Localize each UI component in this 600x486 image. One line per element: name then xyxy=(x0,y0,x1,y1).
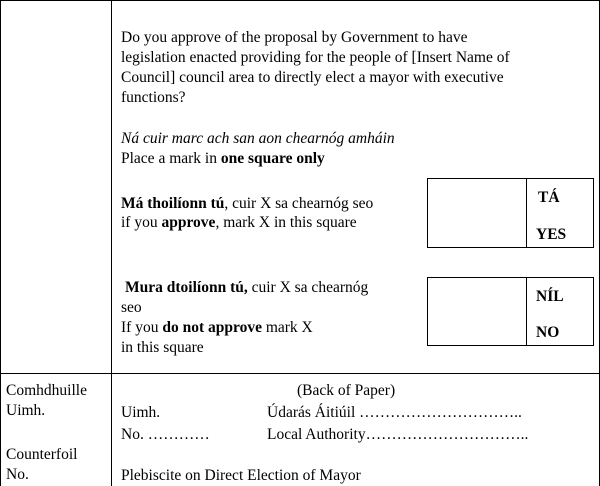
disapprove-english-rest: mark X xyxy=(261,319,313,336)
counterfoil-no: No. xyxy=(6,466,29,483)
disapprove-label-irish: NÍL xyxy=(536,288,564,305)
back-plebiscite-title: Plebiscite on Direct Election of Mayor xyxy=(121,467,361,484)
instruction-english xyxy=(121,149,325,169)
approve-irish-line xyxy=(121,194,373,214)
back-of-paper-title: (Back of Paper) xyxy=(297,382,396,399)
back-uimh: Uimh. xyxy=(121,404,161,421)
disapprove-irish-line xyxy=(125,278,368,298)
counterfoil-comhdhuille: Comhdhuille xyxy=(6,382,87,399)
approve-irish-bold: Má thoilíonn tú xyxy=(121,195,225,212)
approve-label-irish: TÁ xyxy=(538,189,560,206)
table-border-left xyxy=(0,0,1,486)
approve-english-bold: approve xyxy=(161,214,216,231)
disapprove-english-prefix: If you xyxy=(121,319,163,336)
back-local-authority: Local Authority………………………….. xyxy=(267,426,529,443)
approve-english-line xyxy=(121,213,357,233)
disapprove-irish-line-2: seo xyxy=(121,299,142,316)
disapprove-irish-rest: cuir X sa chearnóg xyxy=(247,279,369,296)
disapprove-irish-bold: Mura dtoilíonn tú, xyxy=(125,279,248,296)
instruction-irish-text: Ná cuir marc ach san aon chearnóg amháin xyxy=(121,130,395,147)
table-border-top xyxy=(0,0,600,1)
question-line-1: Do you approve of the proposal by Government to have xyxy=(121,29,468,46)
question-line-3: Council] council area to directly elect a mayor with executive xyxy=(121,69,504,86)
disapprove-english-line xyxy=(121,318,313,338)
back-udaras-aitiuil: Údarás Áitiúil ………………………….. xyxy=(267,404,522,421)
disapprove-english-bold: do not approve xyxy=(162,319,262,336)
counterfoil-uimh: Uimh. xyxy=(6,402,46,419)
instruction-english-bold: one square only xyxy=(220,150,325,167)
question-line-2: legislation enacted providing for the people of [Insert Name of xyxy=(121,49,510,66)
row-divider xyxy=(0,373,600,374)
approve-mark-square[interactable] xyxy=(427,178,527,248)
instruction-irish xyxy=(121,129,395,149)
question-line-4: functions? xyxy=(121,89,186,106)
instruction-english-prefix: Place a mark in xyxy=(121,150,221,167)
disapprove-english-line-2: in this square xyxy=(121,339,204,356)
disapprove-label-english: NO xyxy=(536,324,560,341)
back-no: No. ………… xyxy=(121,426,210,443)
counterfoil-label: Counterfoil xyxy=(6,446,78,463)
approve-english-rest: , mark X in this square xyxy=(215,214,357,231)
approve-english-prefix: if you xyxy=(121,214,162,231)
approve-irish-rest: , cuir X sa chearnóg seo xyxy=(224,195,374,212)
column-divider xyxy=(111,0,112,486)
disapprove-mark-square[interactable] xyxy=(427,277,527,346)
approve-label-english: YES xyxy=(536,226,567,243)
